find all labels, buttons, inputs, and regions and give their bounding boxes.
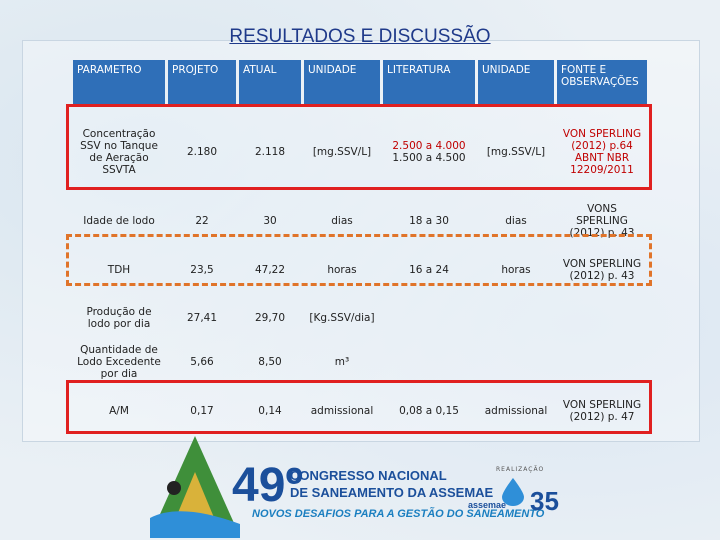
cell-unidade-lit: horas	[501, 264, 531, 276]
literatura-value-2: 1.500 a 4.500	[392, 152, 466, 164]
table-row	[73, 200, 647, 242]
cell-literatura: 16 a 24	[409, 264, 449, 276]
cell-projeto: 2.180	[186, 146, 218, 158]
cell-fonte	[557, 298, 647, 338]
cell-unidade-lit	[478, 338, 554, 386]
cell-unidade-lit: [mg.SSV/L]	[486, 146, 546, 158]
cell-parametro: Quantidade de Lodo Excedente por dia	[77, 344, 161, 380]
congress-line-2: DE SANEAMENTO DA ASSEMAE	[290, 485, 494, 500]
cell-unidade: m³	[334, 356, 350, 368]
cell-atual: 30	[263, 215, 277, 227]
table-row	[73, 338, 647, 386]
cell-unidade-lit	[478, 298, 554, 338]
cell-parametro: Concentração SSV no Tanque de Aeração SSVTA	[80, 128, 158, 176]
literatura-value-1: 2.500 a 4.000	[392, 140, 466, 152]
congress-logo-graphic	[150, 432, 240, 538]
cell-atual: 47,22	[254, 264, 286, 276]
cell-literatura	[383, 298, 475, 338]
congress-slogan: NOVOS DESAFIOS PARA A GESTÃO DO SANEAMENTO	[252, 508, 545, 520]
cell-unidade: horas	[327, 264, 357, 276]
cell-projeto: 23,5	[190, 264, 214, 276]
cell-atual: 2.118	[254, 146, 286, 158]
cell-unidade: [mg.SSV/L]	[312, 146, 372, 158]
cell-literatura: 18 a 30	[409, 215, 449, 227]
cell-atual: 29,70	[254, 312, 286, 324]
cell-parametro: TDH	[107, 264, 131, 276]
cell-fonte: VONS SPERLING (2012) p. 43	[569, 203, 635, 239]
cell-atual: 8,50	[258, 356, 282, 368]
cell-parametro: A/M	[109, 405, 129, 417]
congress-line-1: CONGRESSO NACIONAL	[290, 468, 447, 483]
cell-unidade: dias	[331, 215, 353, 227]
cell-literatura	[383, 104, 475, 200]
header-parametro: PARAMETRO	[73, 60, 165, 104]
table-row	[73, 386, 647, 436]
cell-unidade-lit: admissional	[484, 405, 548, 417]
table-row	[73, 104, 647, 200]
cell-parametro: Idade de lodo	[83, 215, 155, 227]
header-projeto: PROJETO	[168, 60, 236, 104]
header-unidade: UNIDADE	[304, 60, 380, 104]
cell-projeto: 5,66	[190, 356, 214, 368]
cell-projeto: 0,17	[190, 405, 214, 417]
cell-literatura	[383, 338, 475, 386]
cell-fonte: VON SPERLING (2012) p.64 ABNT NBR 12209/2011	[562, 128, 642, 176]
table-header-row	[73, 60, 647, 104]
page-title: RESULTADOS E DISCUSSÃO	[229, 26, 491, 47]
header-fonte: FONTE E OBSERVAÇÕES	[557, 60, 647, 104]
cell-projeto: 27,41	[186, 312, 218, 324]
cell-fonte: VON SPERLING (2012) p. 47	[562, 399, 642, 423]
cell-atual: 0,14	[258, 405, 282, 417]
cell-parametro: Produção de lodo por dia	[86, 306, 152, 330]
years-badge: 35	[530, 486, 559, 516]
results-table	[70, 60, 650, 436]
cell-projeto: 22	[195, 215, 209, 227]
header-literatura: LITERATURA	[383, 60, 475, 104]
cell-unidade-lit: dias	[505, 215, 527, 227]
cell-unidade: [Kg.SSV/dia]	[309, 312, 375, 324]
cell-fonte	[557, 338, 647, 386]
table-row	[73, 298, 647, 338]
cell-unidade: admissional	[310, 405, 374, 417]
realizacao-label: REALIZAÇÃO	[496, 466, 545, 473]
cell-fonte: VON SPERLING (2012) p. 43	[562, 258, 642, 282]
header-atual: ATUAL	[239, 60, 301, 104]
assemae-logo-text: assemae	[468, 500, 507, 510]
cell-literatura: 0,08 a 0,15	[399, 405, 459, 417]
header-unidade-lit: UNIDADE	[478, 60, 554, 104]
edition-number: 49º	[232, 459, 303, 512]
table-row	[73, 242, 647, 298]
bird-icon	[167, 481, 181, 495]
